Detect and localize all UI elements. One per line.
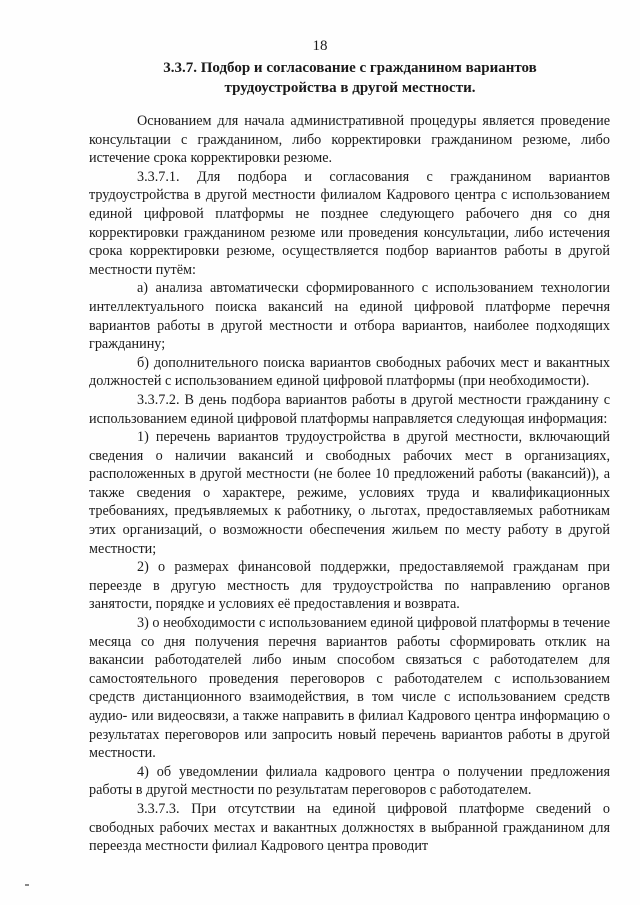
section-title — [90, 58, 610, 98]
paragraph-item-b: б) дополнительного поиска вариантов свободных рабочих мест и вакантных должностей с использованием единой цифровой платформы (при необходимости). — [89, 354, 610, 390]
paragraph-basis: Основанием для начала административной процедуры является проведение консультации с гражданином, либо корректировки гражданином резюме, либо истечение срока корректировки резюме. — [89, 113, 610, 167]
section-title-line-1: 3.3.7. Подбор и согласование с гражданином вариантов — [163, 60, 537, 76]
body-text — [89, 112, 610, 856]
paragraph-item-3: 3) о необходимости с использованием единой цифровой платформы в течение месяца со дня получения перечня вариантов работы сформировать отклик на вакансии работодателей либо иным способом связаться с работодателем для самостоятельного проведения переговоров с работодателем с использованием средств дистанционного взаимодействия, в том числе с использованием средств аудио- или видеосвязи, а также направить в филиал Кадрового центра информацию о результатах переговоров или запросить новый перечень вариантов работы в другой местности. — [89, 615, 610, 762]
paragraph-item-a: а) анализа автоматически сформированного с использованием технологии интеллектуального поиска вакансий на единой цифровой платформе перечня вариантов работы в другой местности и отбора вариантов, наиболее подходящих гражданину; — [89, 280, 610, 353]
section-title-line-2: трудоустройства в другой местности. — [224, 80, 476, 96]
paragraph-3-3-7-3: 3.3.7.3. При отсутствии на единой цифровой платформе сведений о свободных рабочих местах и вакантных должностях в выбранной гражданином для переезда местности филиал Кадрового центра проводит — [89, 800, 610, 855]
paragraph-3-3-7-2: 3.3.7.2. В день подбора вариантов работы в другой местности гражданину с использованием единой цифровой платформы направляется следующая информация: — [89, 391, 610, 427]
page-number: 18 — [312, 38, 328, 54]
paragraph-item-1: 1) перечень вариантов трудоустройства в другой местности, включающий сведения о наличии вакансий и свободных рабочих мест в организациях, расположенных в другой местности (не более 10 предложений работы (вакансий)), а также сведения о характере, режиме, условиях труда и квалификационных требованиях, предъявляемых к работнику, о льготах, предоставляемых работникам этих организаций, о возможности обеспечения жильем по месту работу в другой местности; — [89, 429, 610, 557]
paragraph-item-2: 2) о размерах финансовой поддержки, предоставляемой гражданам при переезде в другую местность для трудоустройства по направлению органов занятости, порядке и условиях её предоставления и возврата. — [89, 559, 610, 613]
scan-artifact — [25, 884, 29, 886]
paragraph-3-3-7-1: 3.3.7.1. Для подбора и согласования с гражданином вариантов трудоустройства в другой местности филиалом Кадрового центра с использованием единой цифровой платформы не позднее следующего рабочего дня со дня корректировки гражданином резюме или проведения консультации, либо истечения срока корректировки резюме, осуществляется подбор вариантов работы в другой местности путём: — [89, 168, 610, 278]
paragraph-item-4: 4) об уведомлении филиала кадрового центра о получении предложения работы в другой местности по результатам переговоров с работодателем. — [89, 763, 610, 799]
